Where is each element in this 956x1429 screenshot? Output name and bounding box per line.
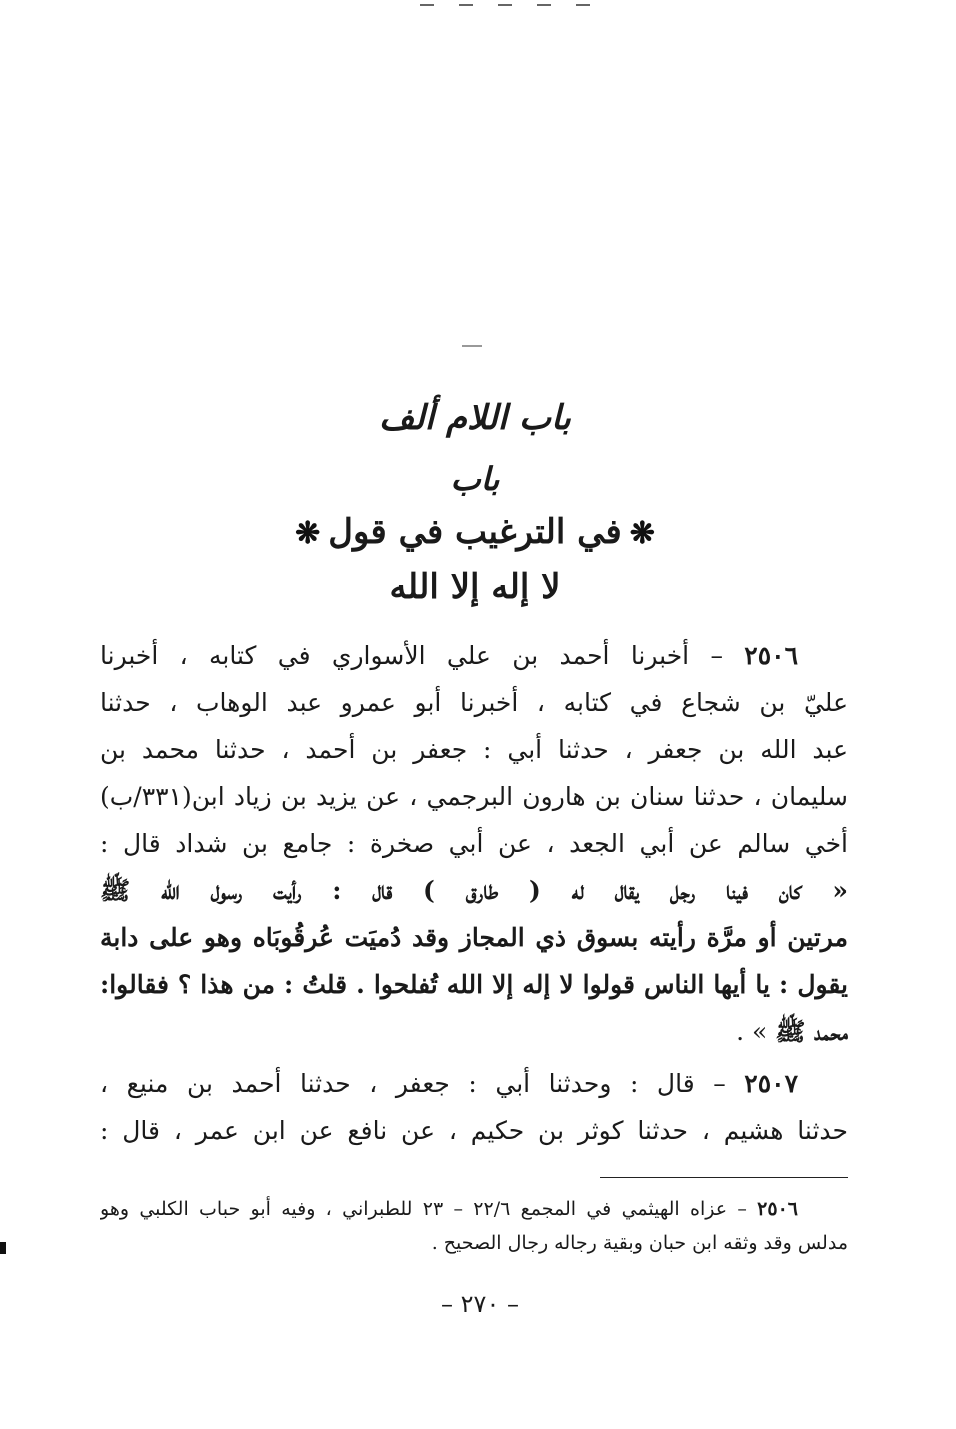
hadith-line: ٢٥٠٧ – قال : وحدثنا أبي : جعفر ، حدثنا أحمد بن منيع ، [100,1069,798,1098]
footnote-number: ٢٥٠٦ [757,1198,798,1220]
hadith-line: أخي سالم عن أبي الجعد ، عن أبي صخرة : جامع بن شداد قال : [100,829,848,858]
scan-mark [462,345,482,347]
section-title-text: في الترغيب في قول [328,512,622,552]
matn-line: مرتين أو مرَّة رأيته بسوق ذي المجاز وقد دُميَت عُرقُوبَاه وهو على دابة [100,923,848,952]
matn-line: يقول : يا أيها الناس قولوا لا إله إلا الله تُفلحوا . قلتُ : من هذا ؟ فقالوا: [100,970,848,999]
hadith-line: سليمان ، حدثنا سنان بن هارون البرجمي ، عن يزيد بن زياد ابن(٣٣١/ب) [100,782,848,811]
ornament-star-icon: ❋ [295,516,321,551]
hadith-number: ٢٥٠٧ [744,1069,798,1098]
page-number: – ٢٧٠ – [441,1290,519,1318]
matn-line: محمد ﷺ » . [736,1017,848,1046]
section-title-line2: لا إله إلا الله [389,567,561,607]
hadith-2506 [100,632,848,1055]
scan-edge-mark [0,1242,6,1254]
section-label: باب [450,460,500,498]
hadith-line: حدثنا هشيم ، حدثنا كوثر بن حكيم ، عن نافع عن ابن عمر ، قال : [100,1116,848,1145]
chapter-heading: باب اللام ألف [379,398,571,438]
matn-line: « كان فينا رجل يقال له ( طارق ) قال : رأيت رسول الله ﷺ [100,876,848,905]
hadith-line: ٢٥٠٦ – أخبرنا أحمد بن علي الأسواري في كتابه ، أخبرنا [100,641,798,670]
hadith-2507 [100,1060,848,1154]
top-scan-marks [420,4,590,8]
footnote-line: مدلس وقد وثقه ابن حبان وبقية رجاله رجال الصحيح . [431,1232,848,1254]
ornament-star-icon: ❋ [629,516,655,551]
footnote [100,1192,848,1260]
hadith-number: ٢٥٠٦ [744,641,798,670]
hadith-line: عبد الله بن جعفر ، حدثنا أبي : جعفر بن أحمد ، حدثنا محمد بن [100,735,848,764]
section-title [100,512,850,552]
footnote-line: ٢٥٠٦ – عزاه الهيثمي في المجمع ٢٢/٦ – ٢٣ للطبراني ، وفيه أبو حباب الكلبي وهو [100,1198,798,1220]
hadith-line: عليّ بن شجاع في كتابه ، أخبرنا أبو عمرو عبد الوهاب ، حدثنا [100,688,848,717]
footnote-divider [600,1177,848,1178]
